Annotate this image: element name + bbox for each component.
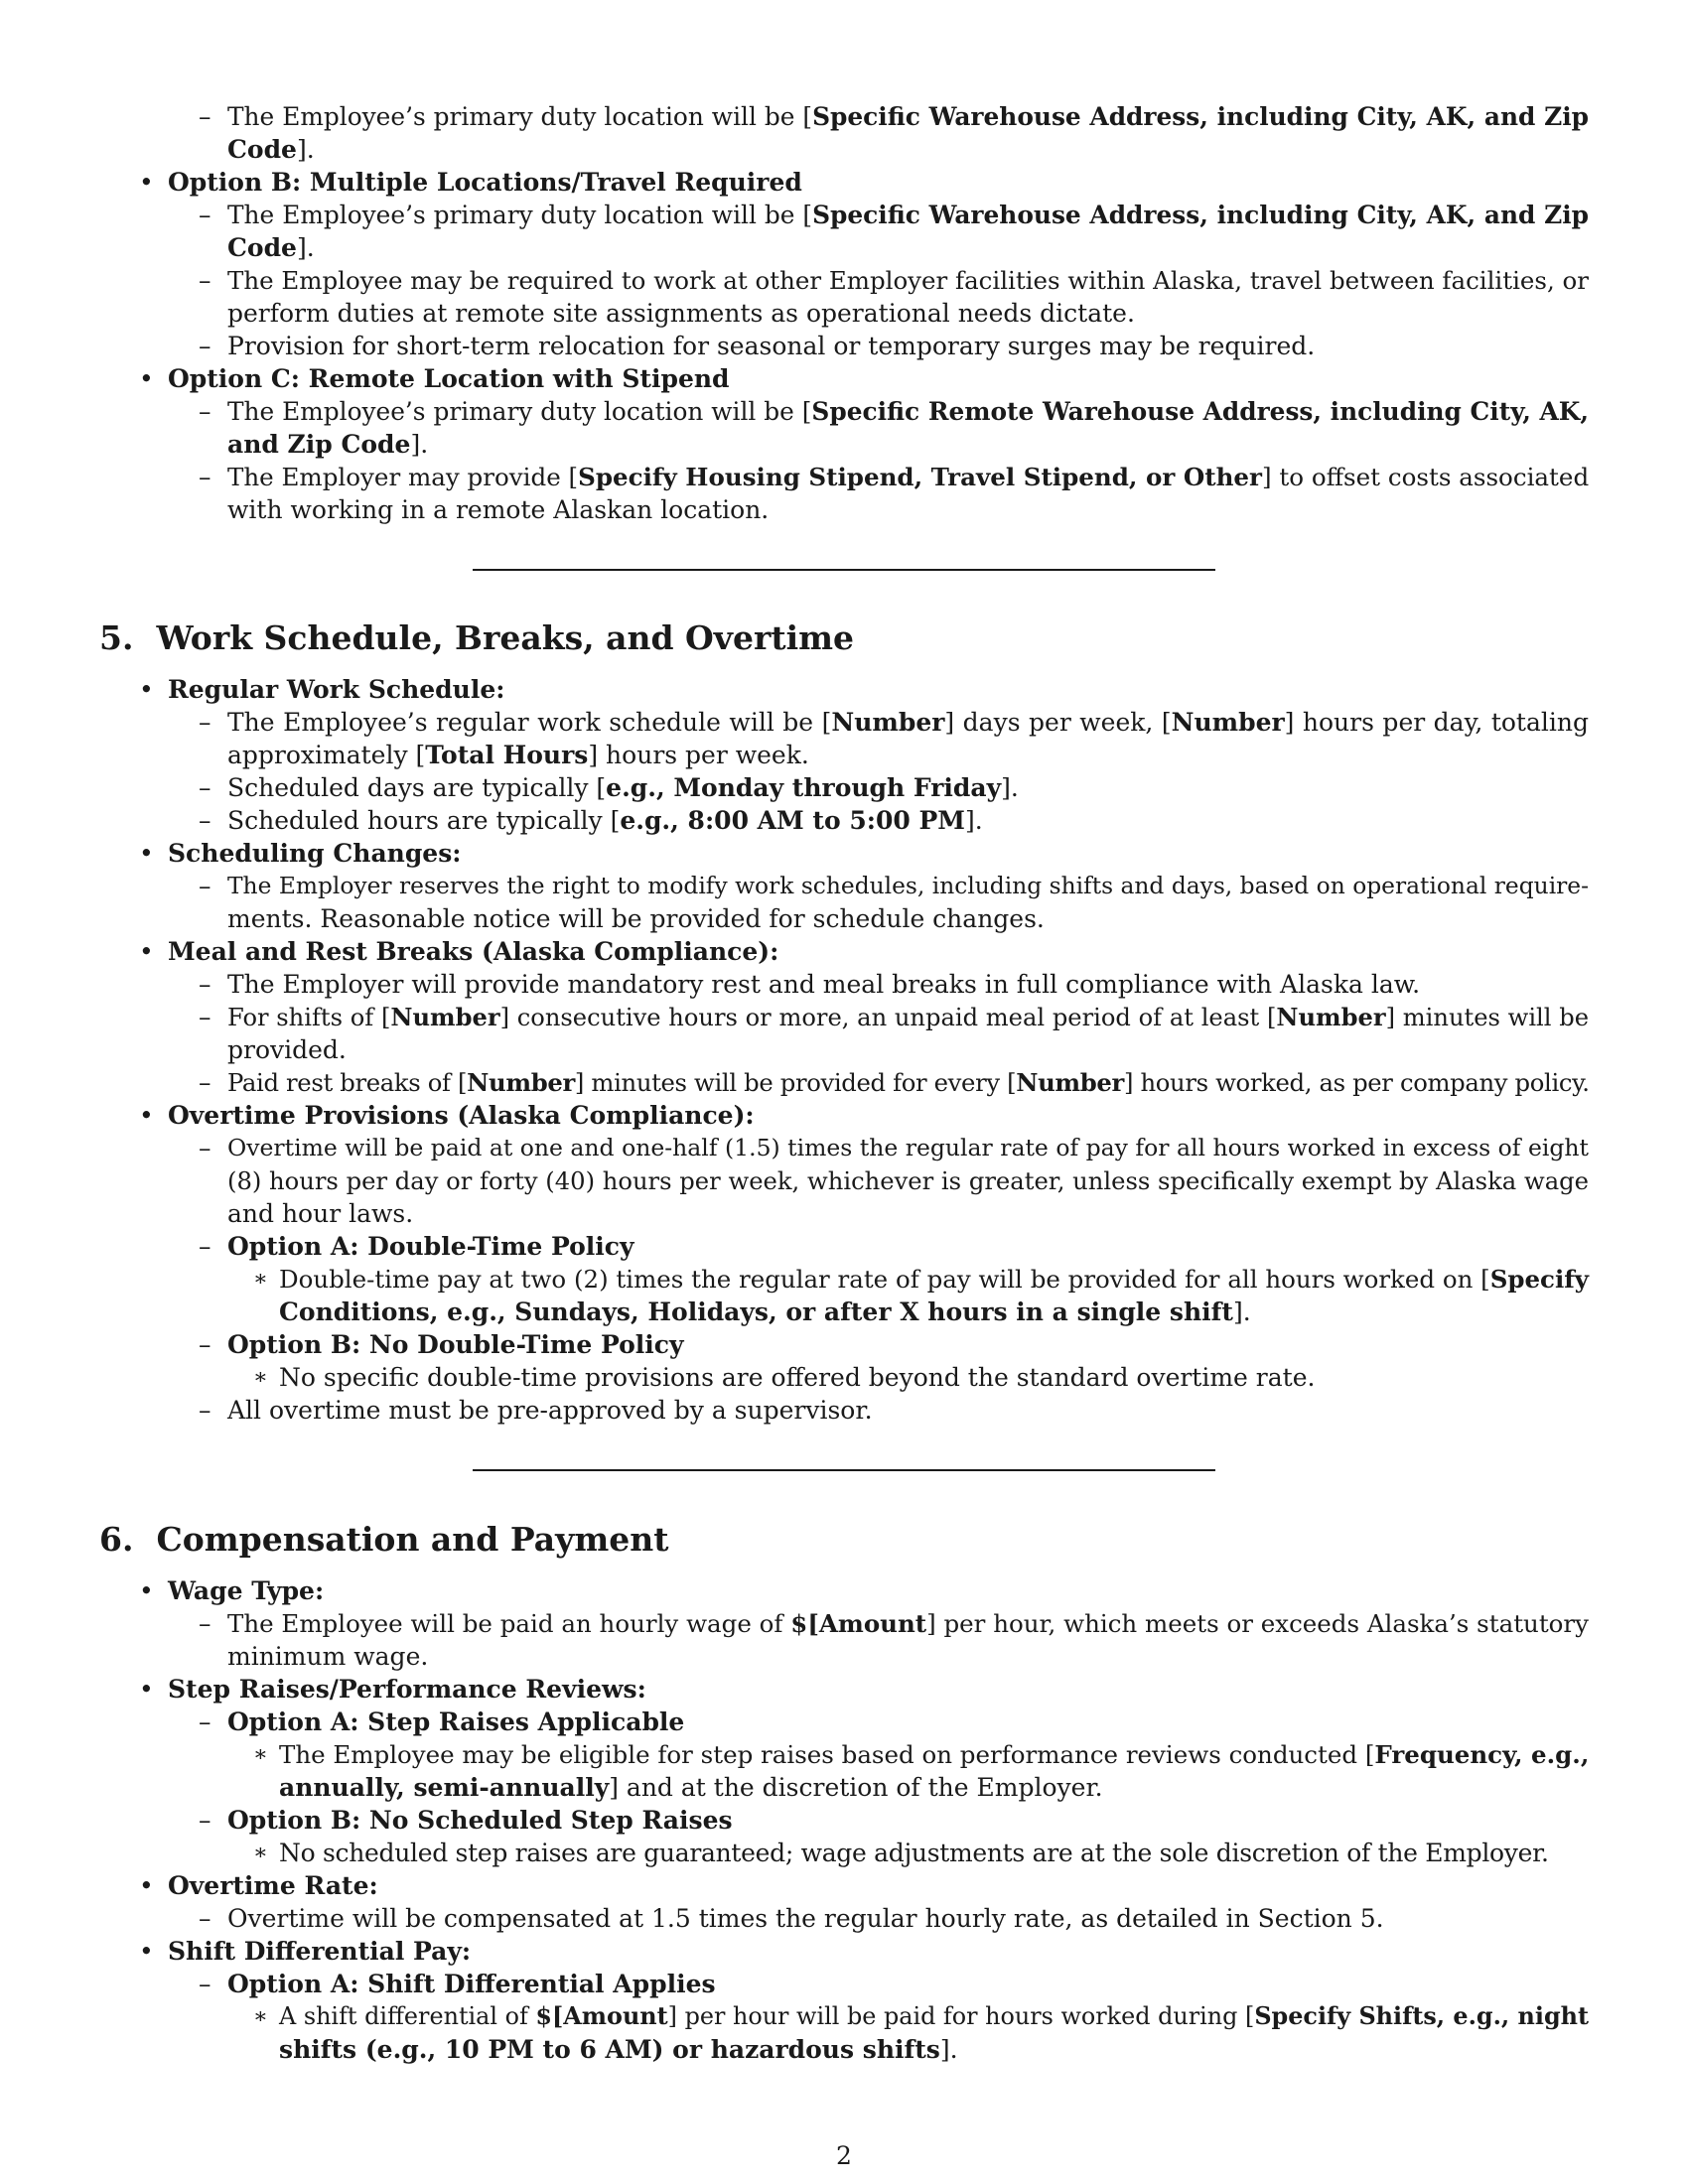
list-item-continuation: (8) hours per day or forty (40) hours per week, whichever is greater, unless specifically exempt by Alaska wage xyxy=(227,1166,1589,1195)
option-heading: Option B: Multiple Locations/Travel Required xyxy=(168,168,802,197)
subheading: Meal and Rest Breaks (Alaska Compliance): xyxy=(168,937,779,966)
dash-bullet: – xyxy=(199,872,211,900)
list-item: The Employee will be paid an hourly wage of $[Amount] per hour, which meets or exceeds Alaska’s statutory xyxy=(227,1609,1589,1638)
dash-bullet: – xyxy=(199,1068,211,1097)
subheading: Overtime Rate: xyxy=(168,1871,378,1900)
bullet: • xyxy=(139,364,154,393)
dash-bullet: – xyxy=(199,266,211,295)
list-item: The Employee’s primary duty location will be [Specific Remote Warehouse Address, including City, AK, xyxy=(227,397,1589,426)
list-item-continuation: Code]. xyxy=(227,135,315,164)
subheading: Overtime Provisions (Alaska Compliance): xyxy=(168,1101,755,1130)
list-item: The Employee may be eligible for step raises based on performance reviews conducted [Frequency, e.g., xyxy=(279,1740,1590,1769)
list-item: The Employer will provide mandatory rest and meal breaks in full compliance with Alaska law. xyxy=(227,970,1421,999)
option-heading: Option B: No Double-Time Policy xyxy=(227,1330,684,1359)
dash-bullet: – xyxy=(199,1330,211,1359)
bullet: • xyxy=(139,1937,154,1966)
section-divider xyxy=(473,1469,1215,1471)
list-item: No specific double-time provisions are offered beyond the standard overtime rate. xyxy=(279,1363,1316,1392)
list-item: A shift differential of $[Amount] per hour will be paid for hours worked during [Specify Shifts, e.g., night xyxy=(279,2002,1589,2030)
dash-bullet: – xyxy=(199,1707,211,1736)
list-item-continuation: annually, semi-annually] and at the discretion of the Employer. xyxy=(279,1773,1103,1802)
dash-bullet: – xyxy=(199,773,211,802)
list-item-continuation: and hour laws. xyxy=(227,1199,414,1228)
list-item: The Employer may provide [Specify Housing Stipend, Travel Stipend, or Other] to offset costs associated xyxy=(227,463,1590,491)
list-item-continuation: with working in a remote Alaskan location. xyxy=(227,495,770,524)
dash-bullet: – xyxy=(199,397,211,426)
asterisk-bullet: ∗ xyxy=(253,1841,268,1865)
bullet: • xyxy=(139,839,154,868)
dash-bullet: – xyxy=(199,970,211,999)
list-item: The Employee may be required to work at other Employer facilities within Alaska, travel between facilities, or xyxy=(227,266,1589,295)
list-item: Overtime will be paid at one and one-half (1.5) times the regular rate of pay for all hours worked in excess of eight xyxy=(227,1134,1589,1161)
bullet: • xyxy=(139,1101,154,1130)
option-heading: Option C: Remote Location with Stipend xyxy=(168,364,730,393)
dash-bullet: – xyxy=(199,1134,211,1162)
dash-bullet: – xyxy=(199,1609,211,1638)
asterisk-bullet: ∗ xyxy=(253,1365,268,1390)
bullet: • xyxy=(139,1675,154,1704)
list-item-continuation: perform duties at remote site assignments as operational needs dictate. xyxy=(227,299,1135,328)
list-item: For shifts of [Number] consecutive hours or more, an unpaid meal period of at least [Number] minutes will be xyxy=(227,1003,1589,1031)
subheading: Wage Type: xyxy=(168,1576,325,1605)
section-divider xyxy=(473,569,1215,571)
list-item-continuation: shifts (e.g., 10 PM to 6 AM) or hazardous shifts]. xyxy=(279,2035,958,2064)
dash-bullet: – xyxy=(199,1806,211,1835)
option-heading: Option B: No Scheduled Step Raises xyxy=(227,1806,733,1835)
bullet: • xyxy=(139,937,154,966)
page-number: 2 xyxy=(836,2141,852,2170)
asterisk-bullet: ∗ xyxy=(253,1267,268,1292)
option-heading: Option A: Step Raises Applicable xyxy=(227,1707,685,1736)
option-heading: Option A: Double-Time Policy xyxy=(227,1232,634,1261)
section-heading-6: 6. Compensation and Payment xyxy=(99,1520,669,1559)
dash-bullet: – xyxy=(199,201,211,229)
dash-bullet: – xyxy=(199,463,211,491)
list-item-continuation: minimum wage. xyxy=(227,1642,429,1671)
list-item: Paid rest breaks of [Number] minutes will be provided for every [Number] hours worked, as per company policy. xyxy=(227,1068,1590,1097)
list-item-continuation: Code]. xyxy=(227,233,315,262)
subheading: Scheduling Changes: xyxy=(168,839,462,868)
dash-bullet: – xyxy=(199,806,211,835)
list-item: Overtime will be compensated at 1.5 times the regular hourly rate, as detailed in Section 5. xyxy=(227,1904,1384,1933)
list-item: Scheduled days are typically [e.g., Monday through Friday]. xyxy=(227,773,1019,802)
list-item: Scheduled hours are typically [e.g., 8:00 AM to 5:00 PM]. xyxy=(227,806,983,835)
bullet: • xyxy=(139,168,154,197)
list-item: No scheduled step raises are guaranteed; wage adjustments are at the sole discretion of the Employer. xyxy=(279,1839,1549,1867)
asterisk-bullet: ∗ xyxy=(253,2004,268,2029)
list-item: The Employee’s primary duty location will be [Specific Warehouse Address, including City, AK, and Zip xyxy=(227,201,1589,229)
bullet: • xyxy=(139,675,154,704)
subheading: Shift Differential Pay: xyxy=(168,1937,472,1966)
dash-bullet: – xyxy=(199,102,211,131)
list-item: Double-time pay at two (2) times the regular rate of pay will be provided for all hours worked on [Specify xyxy=(279,1265,1589,1294)
dash-bullet: – xyxy=(199,708,211,737)
option-heading: Option A: Shift Differential Applies xyxy=(227,1970,716,1998)
list-item: Provision for short-term relocation for seasonal or temporary surges may be required. xyxy=(227,332,1316,360)
list-item-continuation: ments. Reasonable notice will be provided for schedule changes. xyxy=(227,904,1045,933)
bullet: • xyxy=(139,1576,154,1605)
dash-bullet: – xyxy=(199,332,211,360)
list-item: The Employee’s primary duty location will be [Specific Warehouse Address, including City, AK, and Zip xyxy=(227,102,1589,131)
subheading: Step Raises/Performance Reviews: xyxy=(168,1675,646,1704)
list-item-continuation: provided. xyxy=(227,1035,347,1064)
dash-bullet: – xyxy=(199,1003,211,1031)
list-item: The Employee’s regular work schedule will be [Number] days per week, [Number] hours per day, totaling xyxy=(227,708,1589,737)
list-item-continuation: approximately [Total Hours] hours per week. xyxy=(227,741,809,769)
list-item-continuation: Conditions, e.g., Sundays, Holidays, or after X hours in a single shift]. xyxy=(279,1297,1251,1326)
list-item: The Employer reserves the right to modify work schedules, including shifts and days, based on operational require- xyxy=(227,872,1589,899)
bullet: • xyxy=(139,1871,154,1900)
list-item-continuation: and Zip Code]. xyxy=(227,430,429,459)
dash-bullet: – xyxy=(199,1232,211,1261)
subheading: Regular Work Schedule: xyxy=(168,675,505,704)
dash-bullet: – xyxy=(199,1904,211,1933)
section-heading-5: 5. Work Schedule, Breaks, and Overtime xyxy=(99,618,855,657)
dash-bullet: – xyxy=(199,1970,211,1998)
dash-bullet: – xyxy=(199,1396,211,1425)
list-item: All overtime must be pre-approved by a supervisor. xyxy=(227,1396,873,1425)
asterisk-bullet: ∗ xyxy=(253,1742,268,1767)
